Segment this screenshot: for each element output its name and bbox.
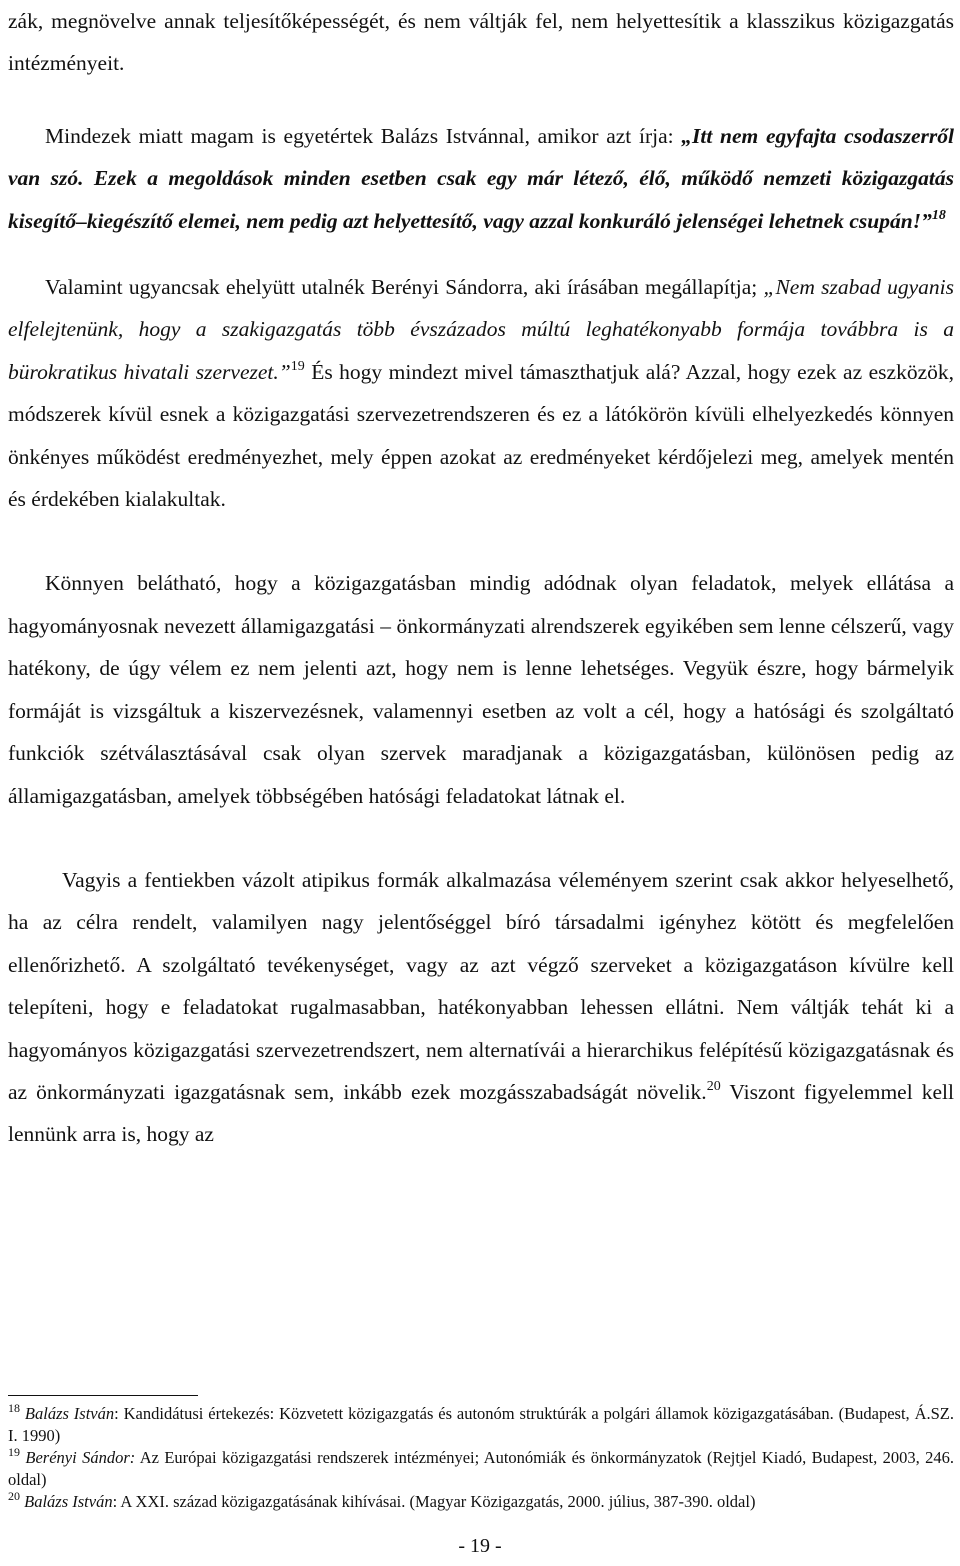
paragraph-2-quote: „Itt nem egyfajta csodaszerről van szó. Ezek a megoldások minden esetben csak egy már létező, élő, működő nemzeti közigazgatás kisegítő–kiegészítő elemei, nem pedig azt helyettesítő, vagy azzal konkuráló jelenségei lehetnek csupán!” <box>8 123 954 233</box>
footnote-number: 19 <box>8 1445 20 1459</box>
paragraph-3 <box>8 266 954 520</box>
paragraph-1-text: zák, megnövelve annak teljesítőképességét, és nem váltják fel, nem helyettesítik a klasszikus közigazgatás intézményeit. <box>8 9 954 76</box>
footnote-author: Balázs István <box>24 1492 113 1511</box>
paragraph-4 <box>8 562 954 816</box>
footnote-author: Berényi Sándor: <box>25 1448 136 1467</box>
paragraph-2 <box>8 115 954 242</box>
footnote-text: Az Európai közigazgatási rendszerek intézményei; Autonómiák és önkormányzatok (Rejtjel Kiadó, Budapest, 2003, 246. oldal) <box>8 1448 954 1489</box>
paragraph-2-lead: Mindezek miatt magam is egyetértek Balázs Istvánnal, amikor azt írja: <box>45 123 682 148</box>
footnote-ref-19[interactable]: 19 <box>290 358 305 374</box>
footnote-number: 18 <box>8 1401 20 1415</box>
document-body <box>8 0 954 1156</box>
footnote-text: : Kandidátusi értekezés: Közvetett közigazgatás és autonóm struktúrák a polgári államok közigazgatásában. (Budapest, Á.SZ. I. 1990) <box>8 1404 954 1445</box>
paragraph-4-text: Könnyen belátható, hogy a közigazgatásban mindig adódnak olyan feladatok, melyek ellátása a hagyományosnak nevezett államigazgatási – önkormányzati alrendszerek egyikében sem lenne célszerű, vagy hatékony, de úgy vélem ez nem jelenti azt, hogy nem is lenne lehetséges. Vegyük észre, hogy bármelyik formáját is vizsgáltuk a kiszervezésnek, valamennyi esetben az volt a cél, hogy a hatósági és szolgáltató funkciók szétválasztásával csak olyan szervek maradjanak a közigazgatásban, különösen pedig az államigazgatásban, amelyek többségében hatósági feladatokat látnak el. <box>8 571 954 808</box>
paragraph-3-lead: Valamint ugyancsak ehelyütt utalnék Berényi Sándorra, aki írásában megállapítja; <box>45 275 764 300</box>
paragraph-3-rest: És hogy mindezt mivel támaszthatjuk alá? Azzal, hogy ezek az eszközök, módszerek kívül esnek a közigazgatási szervezetrendszeren és ez a látókörön kívüli elhelyezkedés könnyen önkényes működést eredményezhet, mely éppen azokat az eredményeket kérdőjelezi meg, amelyek mentén és érdekében kialakultak. <box>8 359 954 512</box>
footnote-text: : A XXI. század közigazgatásának kihívásai. (Magyar Közigazgatás, 2000. július, 387-390. oldal) <box>112 1492 756 1511</box>
paragraph-1 <box>8 0 954 85</box>
footnote-author: Balázs István <box>24 1404 115 1423</box>
page-number: - 19 - <box>458 1535 502 1557</box>
paragraph-3-quote: „Nem szabad ugyanis elfelejtenünk, hogy a szakigazgatás több évszázados múltú leghatékonyabb formája továbbra is a bürokratikus hivatali szervezet.” <box>8 275 954 384</box>
footnote-ref-18[interactable]: 18 <box>931 207 946 223</box>
footnotes <box>8 1403 954 1514</box>
footnote-number: 20 <box>8 1489 20 1503</box>
footnote-19 <box>8 1447 954 1490</box>
footnote-20 <box>8 1491 954 1513</box>
paragraph-5-rest: Viszont figyelemmel kell lennünk arra is, hogy az <box>8 1079 954 1147</box>
paragraph-5-text: Vagyis a fentiekben vázolt atipikus formák alkalmazása véleményem szerint csak akkor helyeselhető, ha az célra rendelt, valamilyen nagy jelentőséggel bíró társadalmi igényhez kötött és megfelelően ellenőrizhető. A szolgáltató tevékenységet, vagy az azt végző szerveket a közigazgatáson kívülre kell telepíteni, hogy e feladatokat rugalmasabban, hatékonyabban lehessen ellátni. Nem váltják tehát ki a hagyományos közigazgatási szervezetrendszert, nem alternatívái a hierarchikus felépítésű közigazgatásnak és az önkormányzati igazgatásnak sem, inkább ezek mozgásszabadságát növelik. <box>8 867 954 1104</box>
footnote-ref-20[interactable]: 20 <box>706 1078 721 1094</box>
footnote-separator <box>8 1395 198 1396</box>
footnote-18 <box>8 1403 954 1446</box>
paragraph-5 <box>8 859 954 1156</box>
